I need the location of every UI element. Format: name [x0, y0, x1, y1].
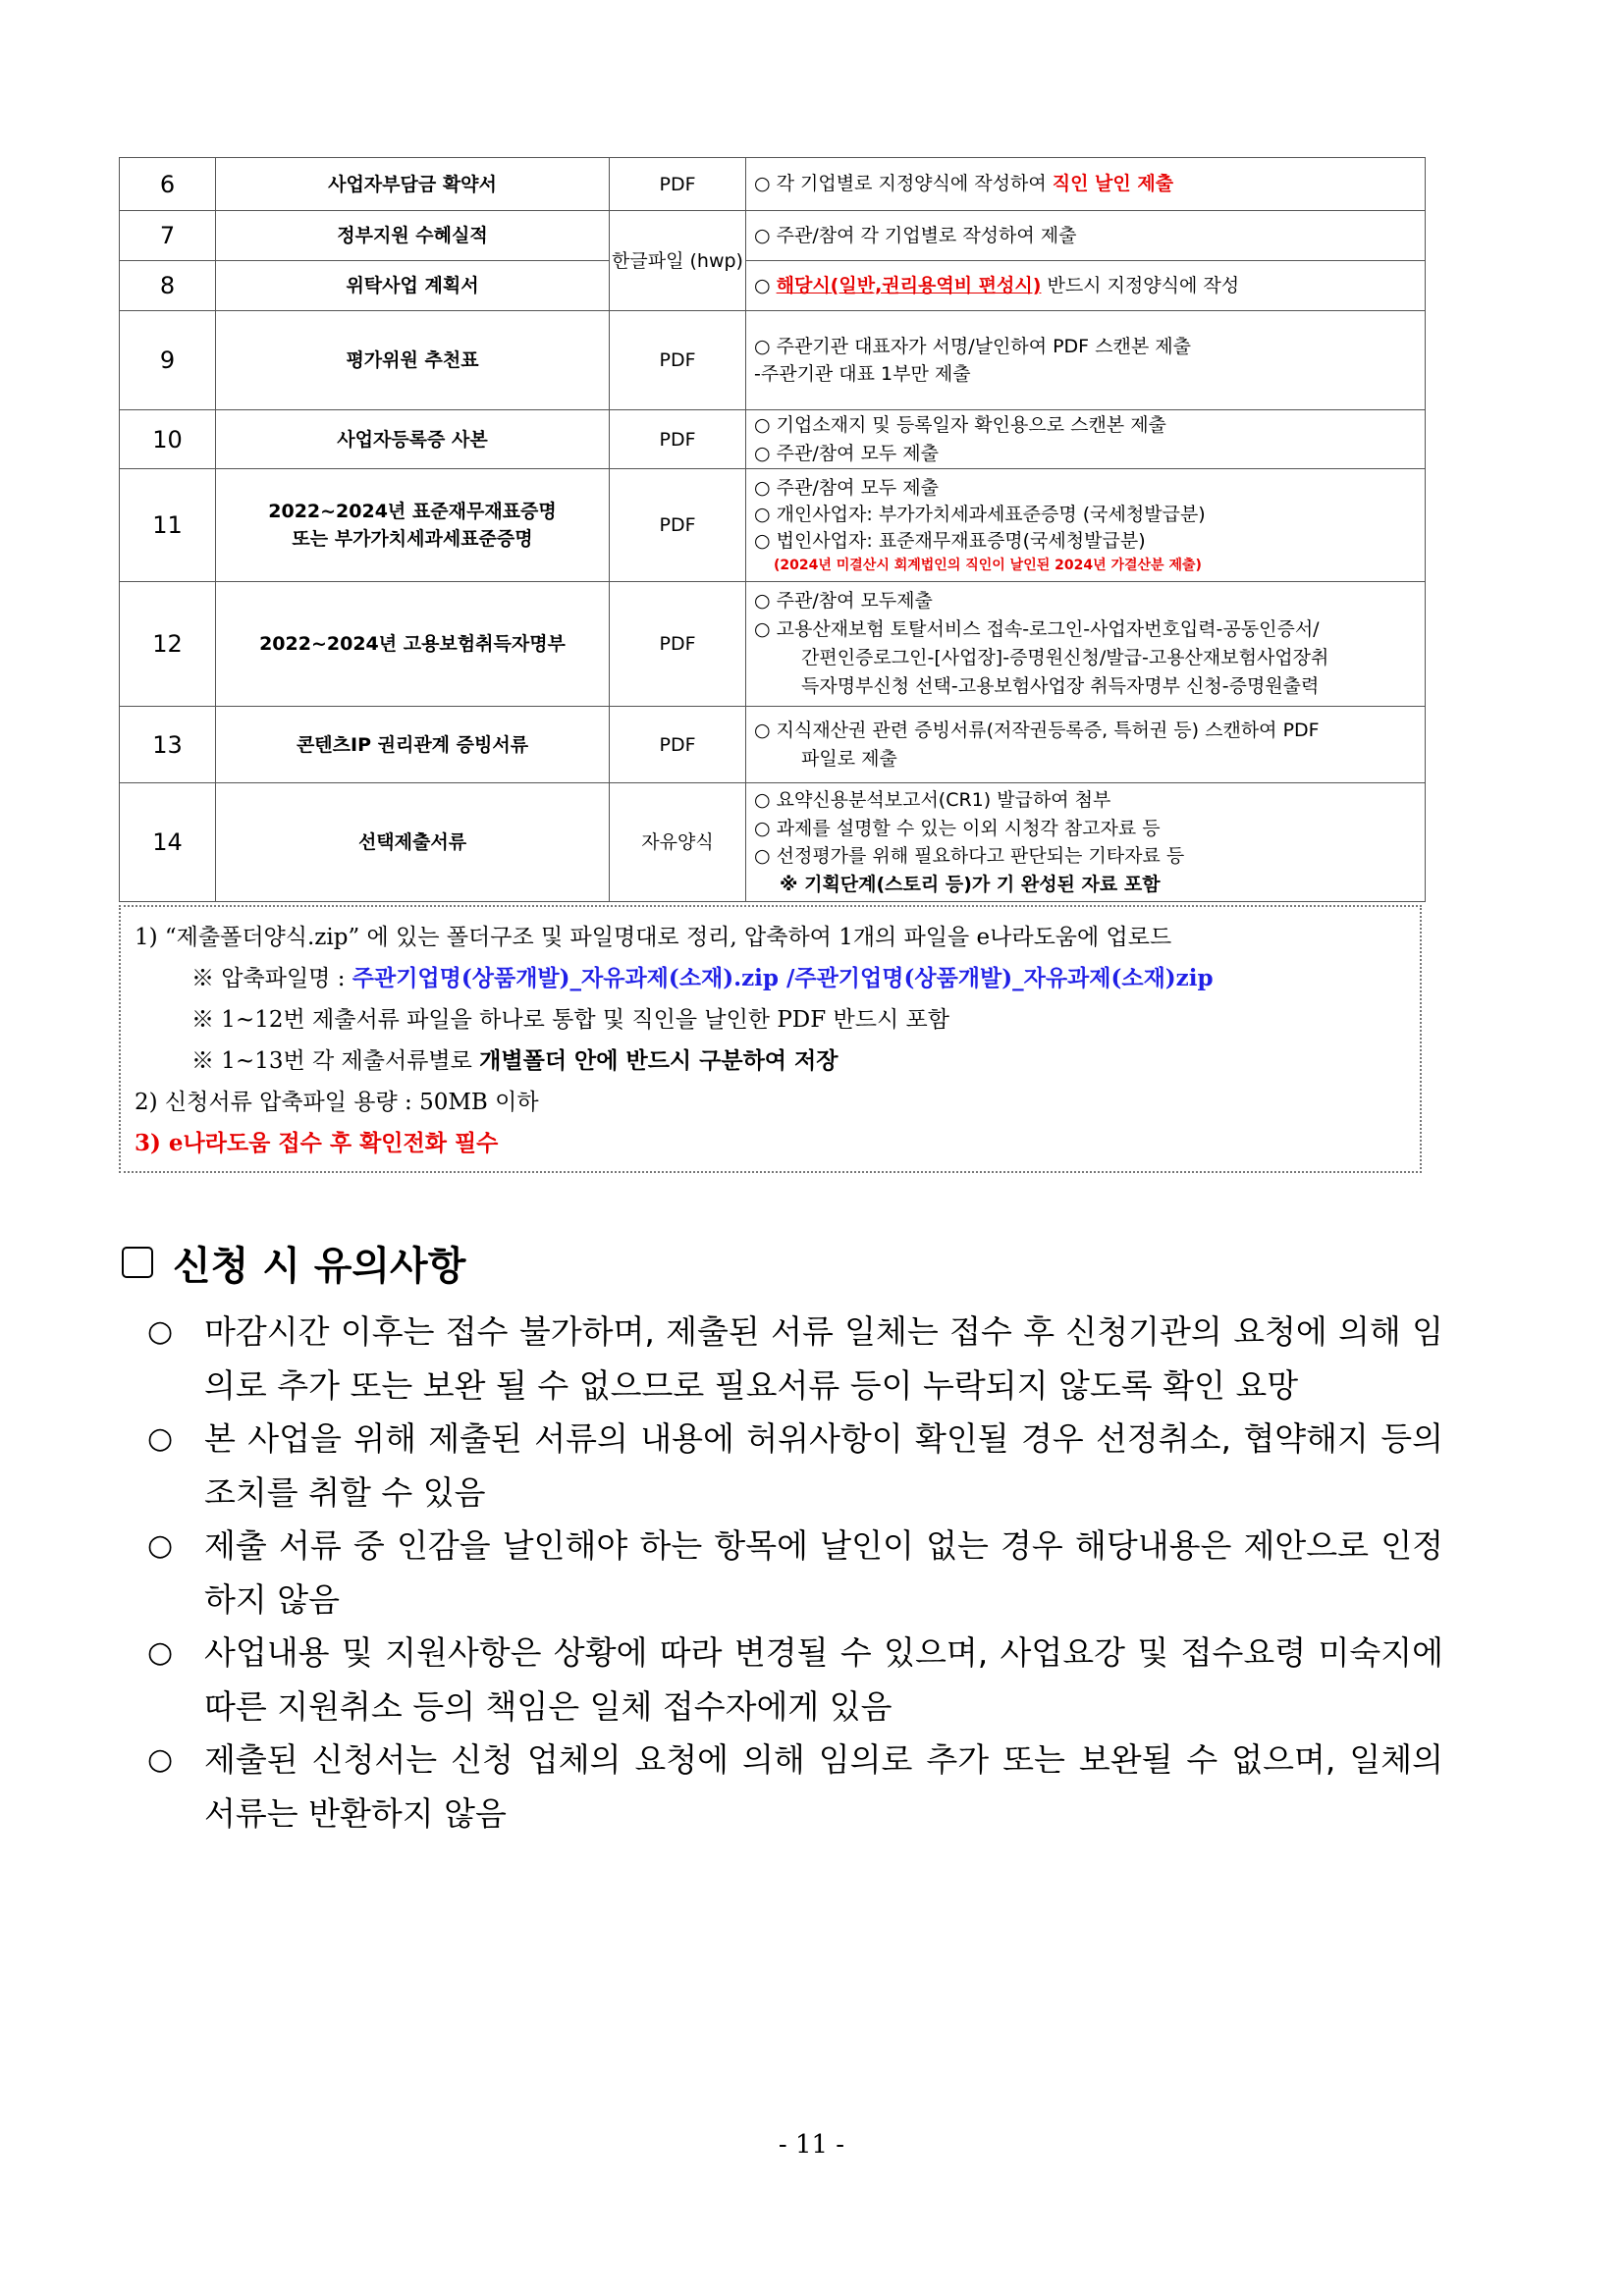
- list-item: [147, 1520, 1443, 1627]
- circle-bullet-icon: ○: [147, 1635, 174, 1670]
- list-item: [147, 1413, 1443, 1520]
- document-description: [746, 211, 1426, 261]
- desc-note: (2024년 미결산시 회계법인의 직인이 날인된 2024년 가결산분 제출): [774, 557, 1202, 573]
- list-item: [147, 1627, 1443, 1734]
- document-description: [746, 158, 1426, 211]
- note-emphasis: 개별폴더 안에 반드시 구분하여 저장: [479, 1047, 839, 1074]
- table-row: [120, 158, 1426, 211]
- note-text: ※ 1~13번 각 제출서류별로: [191, 1048, 480, 1074]
- desc-line: ○ 고용산재보험 토탈서비스 접속-로그인-사업자번호입력-공동인증서/: [754, 618, 1320, 640]
- name-line: 2022~2024년 표준재무재표증명: [268, 501, 557, 522]
- name-line: 또는 부가가치세과세표준증명: [292, 528, 533, 550]
- upload-notes-box: [119, 905, 1422, 1173]
- document-format: PDF: [610, 707, 746, 783]
- table-row: [120, 582, 1426, 707]
- row-number: 11: [120, 469, 216, 582]
- row-number: 6: [120, 158, 216, 211]
- row-number: 8: [120, 261, 216, 311]
- desc-line: -주관기관 대표 1부만 제출: [754, 363, 971, 385]
- note-line-important: 3) e나라도움 접수 후 확인전화 필수: [135, 1130, 499, 1156]
- section-heading: [122, 1233, 465, 1292]
- desc-line: ○ 주관/참여 모두제출: [754, 590, 933, 612]
- table-row: [120, 469, 1426, 582]
- desc-line: ○ 주관/참여 각 기업별로 작성하여 제출: [754, 224, 1077, 246]
- list-item: [147, 1306, 1443, 1413]
- document-name: 위탁사업 계획서: [216, 261, 610, 311]
- document-format: PDF: [610, 410, 746, 469]
- desc-line: ○ 법인사업자: 표준재무재표증명(국세청발급분): [754, 529, 1146, 552]
- circle-bullet-icon: ○: [147, 1742, 174, 1777]
- row-number: 14: [120, 783, 216, 902]
- desc-line: ○ 주관/참여 모두 제출: [754, 442, 939, 464]
- document-format: PDF: [610, 311, 746, 410]
- table-row: [120, 410, 1426, 469]
- document-name: 정부지원 수혜실적: [216, 211, 610, 261]
- note-line: 1) “제출폴더양식.zip” 에 있는 폴더구조 및 파일명대로 정리, 압축하여 1개의 파일을 e나라도움에 업로드: [135, 925, 1172, 950]
- table-row: [120, 783, 1426, 902]
- row-number: 12: [120, 582, 216, 707]
- document-name: [216, 469, 610, 582]
- precautions-list: [147, 1306, 1443, 1841]
- list-item-text: 제출 서류 중 인감을 날인해야 하는 항목에 날인이 없는 경우 해당내용은 제안으로 인정하지 않음: [204, 1526, 1443, 1619]
- document-format: 자유양식: [610, 783, 746, 902]
- list-item-text: 마감시간 이후는 접수 불가하며, 제출된 서류 일체는 접수 후 신청기관의 요청에 의해 임의로 추가 또는 보완 될 수 없으므로 필요서류 등이 누락되지 않도록 확인 요망: [204, 1312, 1443, 1405]
- row-number: 7: [120, 211, 216, 261]
- desc-line: ○ 기업소재지 및 등록일자 확인용으로 스캔본 제출: [754, 414, 1166, 436]
- desc-line: ○ 지식재산권 관련 증빙서류(저작권등록증, 특허권 등) 스캔하여 PDF: [754, 720, 1320, 741]
- document-description: [746, 410, 1426, 469]
- section-title: 신청 시 유의사항: [173, 1243, 466, 1289]
- document-format: PDF: [610, 469, 746, 582]
- desc-text: ○: [754, 274, 777, 296]
- document-description: [746, 261, 1426, 311]
- document-format: PDF: [610, 158, 746, 211]
- desc-line: 간편인증로그인-[사업장]-증명원신청/발급-고용산재보험사업장취: [801, 647, 1329, 668]
- document-name: 사업자부담금 확약서: [216, 158, 610, 211]
- document-format: PDF: [610, 582, 746, 707]
- table-row: [120, 261, 1426, 311]
- document-name: 선택제출서류: [216, 783, 610, 902]
- page-number: - 11 -: [778, 2130, 845, 2160]
- note-text: ※ 압축파일명 :: [191, 966, 352, 991]
- row-number: 10: [120, 410, 216, 469]
- document-description: [746, 311, 1426, 410]
- document-name: 사업자등록증 사본: [216, 410, 610, 469]
- document-name: 콘텐츠IP 권리관계 증빙서류: [216, 707, 610, 783]
- archive-filename: 주관기업명(상품개발)_자유과제(소재).zip /주관기업명(상품개발)_자유과제(소재)zip: [352, 965, 1214, 991]
- row-number: 9: [120, 311, 216, 410]
- table-row: [120, 211, 1426, 261]
- desc-star-note: ※ 기획단계(스토리 등)가 기 완성된 자료 포함: [780, 873, 1161, 895]
- desc-line: 파일로 제출: [801, 747, 897, 770]
- list-item: [147, 1734, 1443, 1841]
- desc-text: 반드시 지정양식에 작성: [1041, 274, 1240, 296]
- document-name: 평가위원 추천표: [216, 311, 610, 410]
- document-description: [746, 582, 1426, 707]
- table-row: [120, 311, 1426, 410]
- desc-line: ○ 주관/참여 모두 제출: [754, 476, 939, 499]
- desc-line: ○ 과제를 설명할 수 있는 이외 시청각 참고자료 등: [754, 817, 1161, 839]
- document-description: [746, 783, 1426, 902]
- desc-line: ○ 개인사업자: 부가가치세과세표준증명 (국세청발급분): [754, 503, 1206, 525]
- desc-line: ○ 선정평가를 위해 필요하다고 판단되는 기타자료 등: [754, 845, 1185, 867]
- circle-bullet-icon: ○: [147, 1421, 174, 1456]
- document-format: 한글파일 (hwp): [610, 211, 746, 311]
- desc-text: ○ 각 기업별로 지정양식에 작성하여: [754, 173, 1053, 195]
- desc-line: ○ 주관기관 대표자가 서명/날인하여 PDF 스캔본 제출: [754, 335, 1191, 357]
- list-item-text: 제출된 신청서는 신청 업체의 요청에 의해 임의로 추가 또는 보완될 수 없으며, 일체의 서류는 반환하지 않음: [204, 1740, 1443, 1833]
- desc-highlight: 해당시(일반,권리용역비 편성시): [776, 274, 1042, 296]
- document-description: [746, 707, 1426, 783]
- desc-highlight: 직인 날인 제출: [1052, 173, 1174, 195]
- document-description: [746, 469, 1426, 582]
- row-number: 13: [120, 707, 216, 783]
- submission-documents-table: [119, 157, 1426, 902]
- document-name: 2022~2024년 고용보험취득자명부: [216, 582, 610, 707]
- note-line: ※ 1~12번 제출서류 파일을 하나로 통합 및 직인을 날인한 PDF 반드시 포함: [191, 1007, 949, 1033]
- circle-bullet-icon: ○: [147, 1528, 174, 1563]
- desc-line: ○ 요약신용분석보고서(CR1) 발급하여 첨부: [754, 789, 1111, 811]
- circle-bullet-icon: ○: [147, 1314, 174, 1349]
- list-item-text: 본 사업을 위해 제출된 서류의 내용에 허위사항이 확인될 경우 선정취소, 협약해지 등의 조치를 취할 수 있음: [204, 1419, 1443, 1512]
- desc-line: 득자명부신청 선택-고용보험사업장 취득자명부 신청-증명원출력: [801, 675, 1320, 697]
- note-line: 2) 신청서류 압축파일 용량 : 50MB 이하: [135, 1090, 539, 1115]
- note-line: [135, 958, 1406, 999]
- list-item-text: 사업내용 및 지원사항은 상황에 따라 변경될 수 있으며, 사업요강 및 접수요령 미숙지에 따른 지원취소 등의 책임은 일체 접수자에게 있음: [204, 1633, 1443, 1726]
- checkbox-square-icon: [122, 1247, 153, 1278]
- note-line: [135, 1041, 1406, 1082]
- table-row: [120, 707, 1426, 783]
